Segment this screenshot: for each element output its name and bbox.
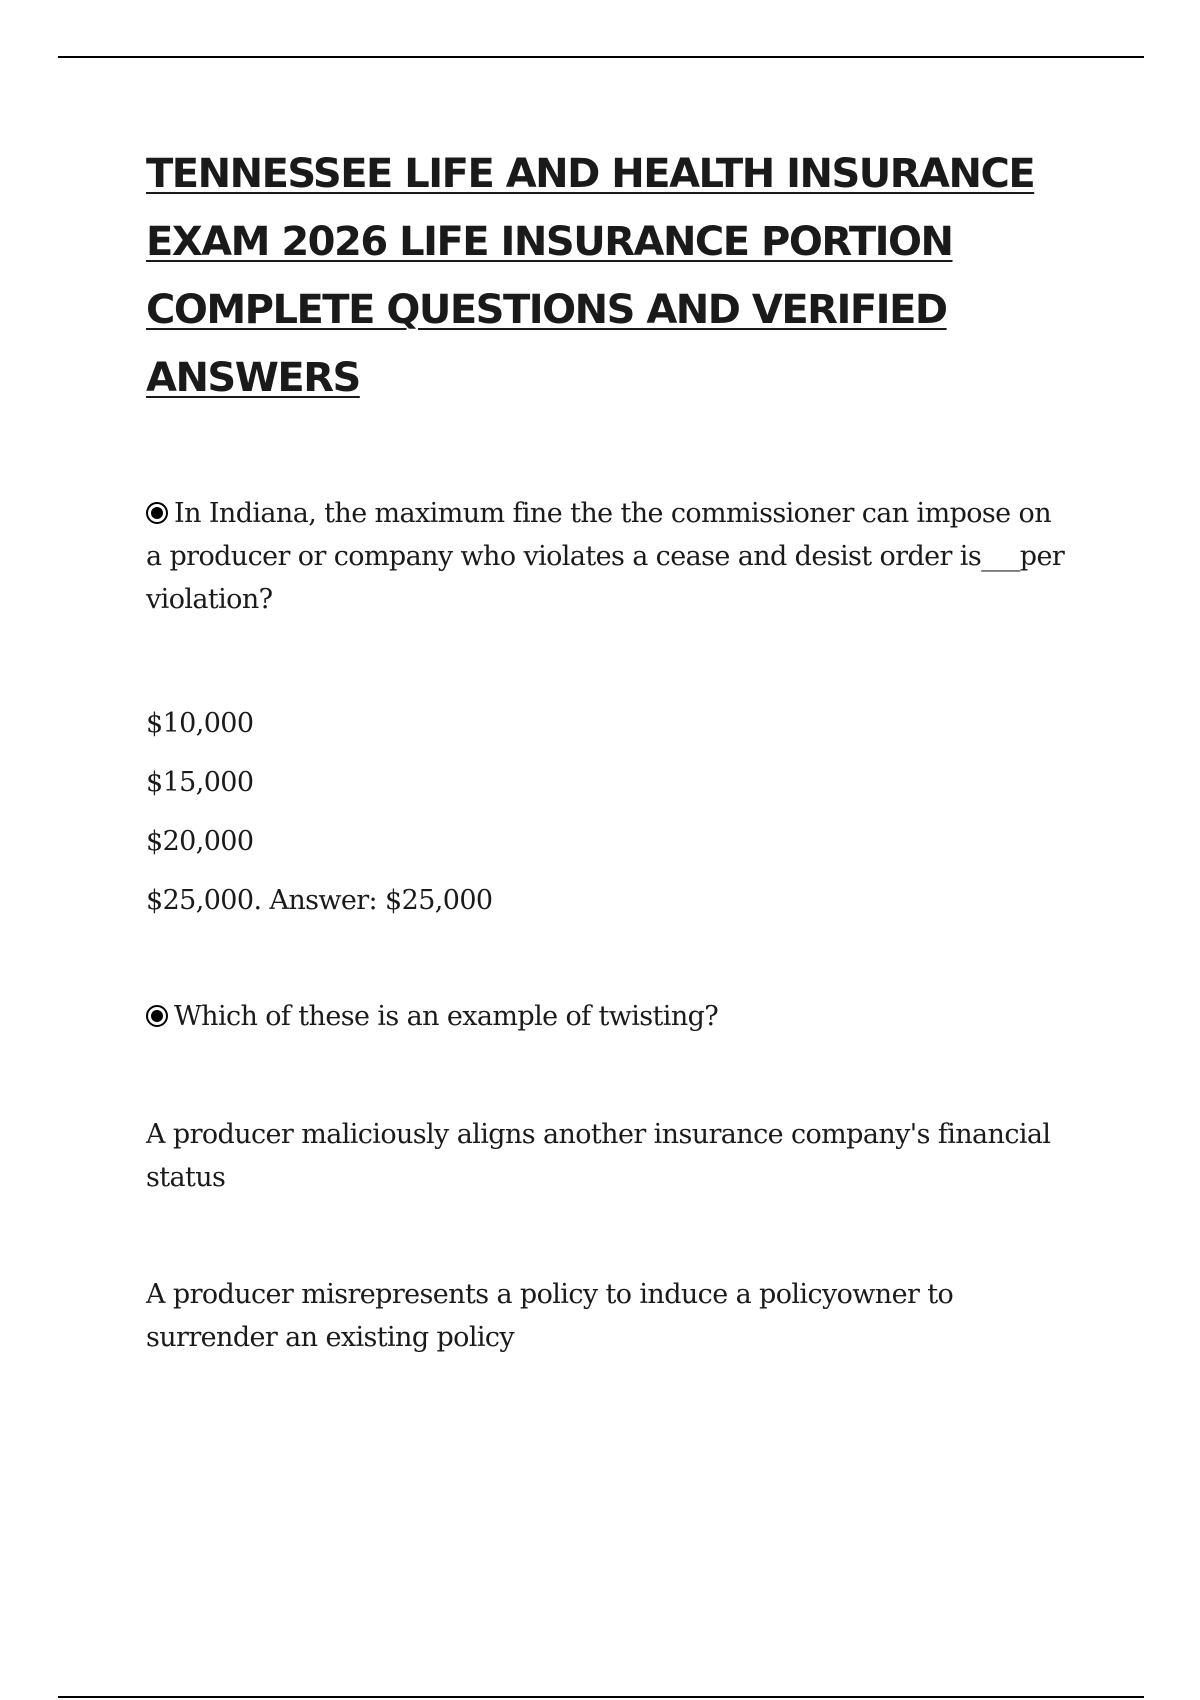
title-line: COMPLETE QUESTIONS AND VERIFIED [146,287,947,333]
top-divider [58,56,1144,58]
question-block-1 [146,492,1076,930]
answer-option: $15,000 [146,767,254,798]
answer-choice: A producer maliciously aligns another insurance company's financial status [146,1119,1051,1193]
answer-option: $25,000. Answer: $25,000 [146,885,493,916]
radio-bullet-icon [146,502,168,524]
title-line: ANSWERS [146,355,360,401]
radio-bullet-icon [146,1005,168,1027]
question-text [146,492,1066,621]
document-body [146,140,1076,1359]
answer-options [146,694,1076,930]
bottom-divider [58,1696,1144,1698]
question-text [146,995,1066,1038]
answer-option: $20,000 [146,826,254,857]
question-1-text: In Indiana, the maximum fine the the commissioner can impose on a producer or company who violates a cease and desist order is___per violation? [146,498,1065,615]
title-line: EXAM 2026 LIFE INSURANCE PORTION [146,219,953,265]
answer-choice: A producer misrepresents a policy to induce a policyowner to surrender an existing policy [146,1279,954,1353]
question-2-text: Which of these is an example of twisting? [174,1001,719,1032]
question-block-2 [146,995,1076,1359]
title-line: TENNESSEE LIFE AND HEALTH INSURANCE [146,151,1035,197]
document-title [146,140,1076,412]
answer-option: $10,000 [146,708,254,739]
